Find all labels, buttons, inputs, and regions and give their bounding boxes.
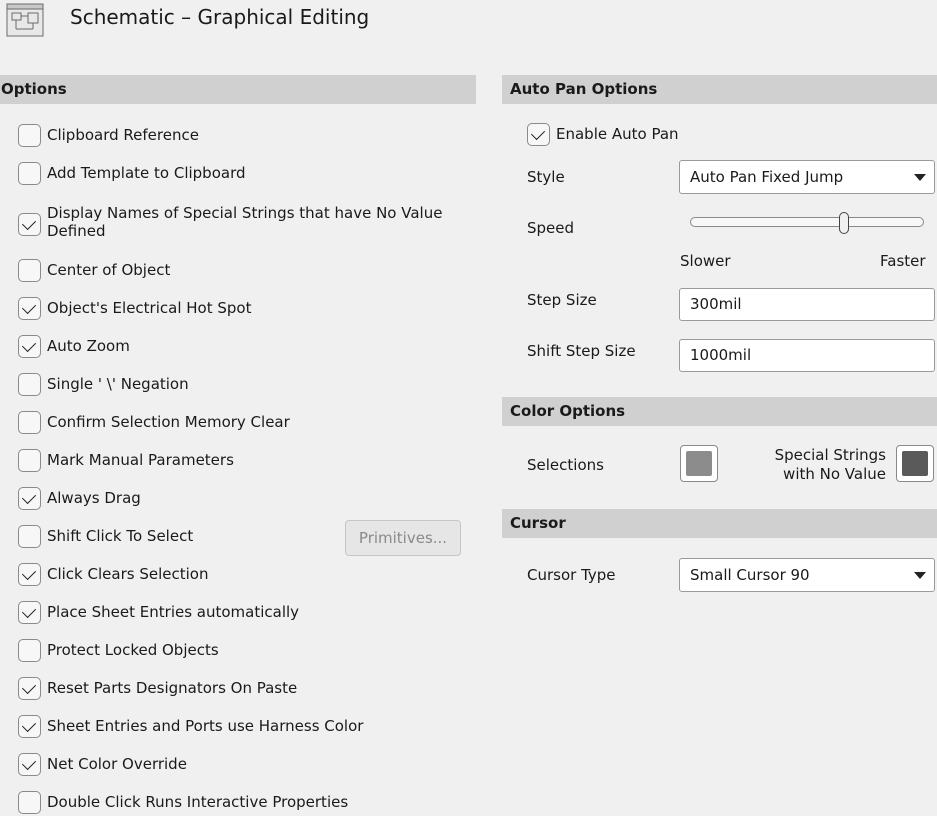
option-electrical-hot-spot[interactable] — [18, 297, 251, 323]
step-size-input[interactable]: 300mil — [679, 288, 935, 321]
option-display-names-special-strings[interactable] — [18, 204, 447, 244]
auto-pan-section-header: Auto Pan Options — [502, 75, 937, 104]
single-negation-checkbox[interactable] — [18, 373, 41, 396]
display-names-special-strings-checkbox[interactable] — [18, 213, 41, 236]
double-click-interactive-properties-checkbox[interactable] — [18, 791, 41, 814]
add-template-to-clipboard-label: Add Template to Clipboard — [47, 164, 246, 182]
shift-click-to-select-label: Shift Click To Select — [47, 527, 194, 545]
harness-color-checkbox[interactable] — [18, 715, 41, 738]
net-color-override-checkbox[interactable] — [18, 753, 41, 776]
clipboard-reference-label: Clipboard Reference — [47, 126, 199, 144]
shift-click-to-select-checkbox[interactable] — [18, 525, 41, 548]
enable-auto-pan-row[interactable] — [527, 123, 679, 149]
cursor-type-dropdown-value: Small Cursor 90 — [690, 566, 810, 584]
click-clears-selection-label: Click Clears Selection — [47, 565, 209, 583]
option-net-color-override[interactable] — [18, 753, 187, 779]
always-drag-label: Always Drag — [47, 489, 141, 507]
special-strings-color-fill — [902, 451, 928, 476]
display-names-special-strings-label: Display Names of Special Strings that have No Value Defined — [47, 204, 443, 240]
option-mark-manual-parameters[interactable] — [18, 449, 234, 475]
schematic-document-icon — [6, 3, 44, 37]
option-confirm-selection-memory-clear[interactable] — [18, 411, 290, 437]
confirm-selection-memory-clear-checkbox[interactable] — [18, 411, 41, 434]
option-click-clears-selection[interactable] — [18, 563, 208, 589]
place-sheet-entries-label: Place Sheet Entries automatically — [47, 603, 300, 621]
chevron-down-icon — [914, 572, 926, 579]
confirm-selection-memory-clear-label: Confirm Selection Memory Clear — [47, 413, 290, 431]
faster-label: Faster — [880, 252, 926, 270]
style-label: Style — [527, 168, 565, 186]
chevron-down-icon — [914, 174, 926, 181]
clipboard-reference-checkbox[interactable] — [18, 124, 41, 147]
add-template-to-clipboard-checkbox[interactable] — [18, 162, 41, 185]
primitives-button[interactable]: Primitives... — [345, 520, 461, 556]
place-sheet-entries-checkbox[interactable] — [18, 601, 41, 624]
option-harness-color[interactable] — [18, 715, 363, 741]
single-negation-label: Single ' \' Negation — [47, 375, 189, 393]
cursor-section-header: Cursor — [502, 509, 937, 538]
shift-step-size-label: Shift Step Size — [527, 342, 636, 360]
option-single-negation[interactable] — [18, 373, 189, 399]
net-color-override-label: Net Color Override — [47, 755, 187, 773]
selections-color-swatch[interactable] — [680, 445, 718, 482]
protect-locked-objects-checkbox[interactable] — [18, 639, 41, 662]
special-strings-label: Special Strings with No Value — [774, 446, 886, 483]
speed-slider-thumb[interactable] — [839, 212, 849, 234]
step-size-label: Step Size — [527, 291, 597, 309]
option-clipboard-reference[interactable] — [18, 124, 199, 150]
mark-manual-parameters-checkbox[interactable] — [18, 449, 41, 472]
auto-zoom-checkbox[interactable] — [18, 335, 41, 358]
electrical-hot-spot-label: Object's Electrical Hot Spot — [47, 299, 252, 317]
color-options-section-header: Color Options — [502, 397, 937, 426]
option-double-click-interactive-properties[interactable] — [18, 791, 348, 816]
double-click-interactive-properties-label: Double Click Runs Interactive Properties — [47, 793, 349, 811]
title-bar — [0, 0, 937, 40]
always-drag-checkbox[interactable] — [18, 487, 41, 510]
special-strings-color-swatch[interactable] — [896, 445, 934, 482]
option-always-drag[interactable] — [18, 487, 141, 513]
option-center-of-object[interactable] — [18, 259, 170, 285]
harness-color-label: Sheet Entries and Ports use Harness Color — [47, 717, 364, 735]
speed-label: Speed — [527, 219, 575, 237]
option-reset-parts-designators[interactable] — [18, 677, 297, 703]
option-auto-zoom[interactable] — [18, 335, 130, 361]
page-title: Schematic – Graphical Editing — [70, 5, 370, 29]
enable-auto-pan-checkbox[interactable] — [527, 123, 550, 146]
option-protect-locked-objects[interactable] — [18, 639, 219, 665]
option-place-sheet-entries[interactable] — [18, 601, 299, 627]
selections-label: Selections — [527, 456, 604, 474]
slower-label: Slower — [680, 252, 731, 270]
center-of-object-checkbox[interactable] — [18, 259, 41, 282]
protect-locked-objects-label: Protect Locked Objects — [47, 641, 219, 659]
option-shift-click-to-select[interactable] — [18, 525, 193, 551]
shift-step-size-input[interactable]: 1000mil — [679, 339, 935, 372]
options-section-header: Options — [0, 75, 476, 104]
option-add-template-to-clipboard[interactable] — [18, 162, 246, 188]
reset-parts-designators-checkbox[interactable] — [18, 677, 41, 700]
style-dropdown-value: Auto Pan Fixed Jump — [690, 168, 844, 186]
style-dropdown[interactable] — [679, 160, 935, 194]
center-of-object-label: Center of Object — [47, 261, 171, 279]
reset-parts-designators-label: Reset Parts Designators On Paste — [47, 679, 298, 697]
speed-slider-track[interactable] — [690, 217, 924, 227]
mark-manual-parameters-label: Mark Manual Parameters — [47, 451, 234, 469]
selections-color-fill — [686, 451, 712, 476]
cursor-type-label: Cursor Type — [527, 566, 616, 584]
click-clears-selection-checkbox[interactable] — [18, 563, 41, 586]
cursor-type-dropdown[interactable] — [679, 558, 935, 592]
auto-zoom-label: Auto Zoom — [47, 337, 130, 355]
electrical-hot-spot-checkbox[interactable] — [18, 297, 41, 320]
enable-auto-pan-label: Enable Auto Pan — [556, 125, 679, 143]
